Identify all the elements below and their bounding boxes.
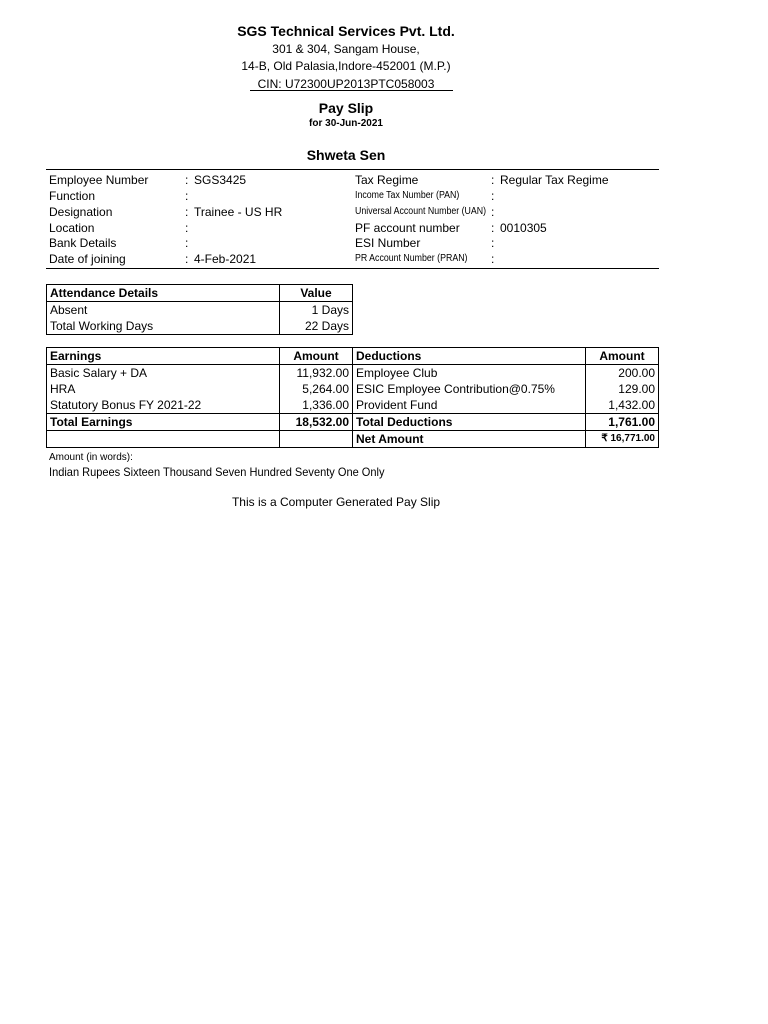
net-amount-label: Net Amount (353, 431, 586, 448)
address-line-2: 14-B, Old Palasia,Indore-452001 (M.P.) (241, 59, 451, 73)
info-label: ESI Number (355, 236, 421, 250)
info-label: Function (49, 189, 96, 203)
table-header-row (353, 348, 659, 365)
attendance-table (46, 284, 353, 335)
info-label: Designation (49, 205, 113, 219)
column-header: Earnings (47, 348, 280, 365)
info-colon: : (185, 173, 189, 187)
info-bottom-rule (46, 268, 659, 269)
info-top-rule (46, 169, 659, 170)
table-row (47, 397, 353, 414)
info-colon: : (185, 236, 189, 250)
row-value: 22 Days (280, 318, 353, 335)
row-value: 11,932.00 (280, 365, 353, 382)
row-value: 1,336.00 (280, 397, 353, 414)
empty-row (47, 431, 353, 448)
row-value: 1 Days (280, 302, 353, 319)
row-label: ESIC Employee Contribution@0.75% (353, 381, 586, 397)
info-label: Universal Account Number (UAN) (355, 206, 487, 217)
info-colon: : (491, 173, 495, 187)
row-value: 1,432.00 (586, 397, 659, 414)
info-value: Trainee - US HR (194, 205, 283, 219)
row-label: HRA (47, 381, 280, 397)
net-amount-row (353, 431, 659, 448)
info-colon: : (185, 221, 189, 235)
amount-in-words-label: Amount (in words): (49, 452, 133, 463)
info-colon: : (491, 221, 495, 235)
pay-period: for 30-Jun-2021 (309, 118, 383, 129)
info-colon: : (491, 252, 495, 266)
info-value: 0010305 (500, 221, 547, 235)
total-value: 1,761.00 (586, 414, 659, 431)
address-line-1: 301 & 304, Sangam House, (272, 42, 420, 56)
column-header: Amount (586, 348, 659, 365)
table-row (47, 302, 353, 319)
info-label: Date of joining (49, 252, 126, 266)
company-name: SGS Technical Services Pvt. Ltd. (237, 23, 455, 39)
info-colon: : (185, 189, 189, 203)
cin-number: CIN: U72300UP2013PTC058003 (257, 77, 435, 91)
column-header: Amount (280, 348, 353, 365)
info-colon: : (185, 205, 189, 219)
amount-in-words: Indian Rupees Sixteen Thousand Seven Hundred Seventy One Only (49, 465, 385, 479)
row-label: Statutory Bonus FY 2021-22 (47, 397, 280, 414)
table-header-row (47, 285, 353, 302)
info-label: Income Tax Number (PAN) (355, 190, 460, 201)
table-row (47, 318, 353, 335)
info-value: SGS3425 (194, 173, 247, 187)
table-row (353, 397, 659, 414)
info-colon: : (491, 205, 495, 219)
info-label: Bank Details (49, 236, 117, 250)
net-amount-value: ₹ 16,771.00 (586, 431, 659, 448)
table-row (353, 365, 659, 382)
row-value: 129.00 (586, 381, 659, 397)
info-colon: : (491, 236, 495, 250)
row-label: Total Working Days (47, 318, 280, 335)
row-label: Provident Fund (353, 397, 586, 414)
total-label: Total Deductions (353, 414, 586, 431)
info-label: PR Account Number (PRAN) (355, 253, 468, 264)
row-label: Employee Club (353, 365, 586, 382)
earnings-table (46, 347, 353, 448)
table-row (353, 381, 659, 397)
info-label: Employee Number (49, 173, 149, 187)
cin-underline (250, 90, 453, 91)
row-value: 5,264.00 (280, 381, 353, 397)
total-row (353, 414, 659, 431)
row-label: Basic Salary + DA (47, 365, 280, 382)
page-title: Pay Slip (318, 100, 374, 116)
row-label: Absent (47, 302, 280, 319)
info-value: 4-Feb-2021 (194, 252, 257, 266)
info-colon: : (491, 189, 495, 203)
total-label: Total Earnings (47, 414, 280, 431)
info-colon: : (185, 252, 189, 266)
row-value: 200.00 (586, 365, 659, 382)
total-row (47, 414, 353, 431)
table-header-row (47, 348, 353, 365)
total-value: 18,532.00 (280, 414, 353, 431)
info-label: Location (49, 221, 95, 235)
info-value: Regular Tax Regime (500, 173, 609, 187)
footer-note: This is a Computer Generated Pay Slip (231, 495, 441, 509)
info-label: Tax Regime (355, 173, 419, 187)
table-row (47, 365, 353, 382)
info-label: PF account number (355, 221, 460, 235)
deductions-table (352, 347, 659, 448)
column-header: Value (280, 285, 353, 302)
table-row (47, 381, 353, 397)
column-header: Deductions (353, 348, 586, 365)
column-header: Attendance Details (47, 285, 280, 302)
employee-name: Shweta Sen (306, 147, 386, 163)
